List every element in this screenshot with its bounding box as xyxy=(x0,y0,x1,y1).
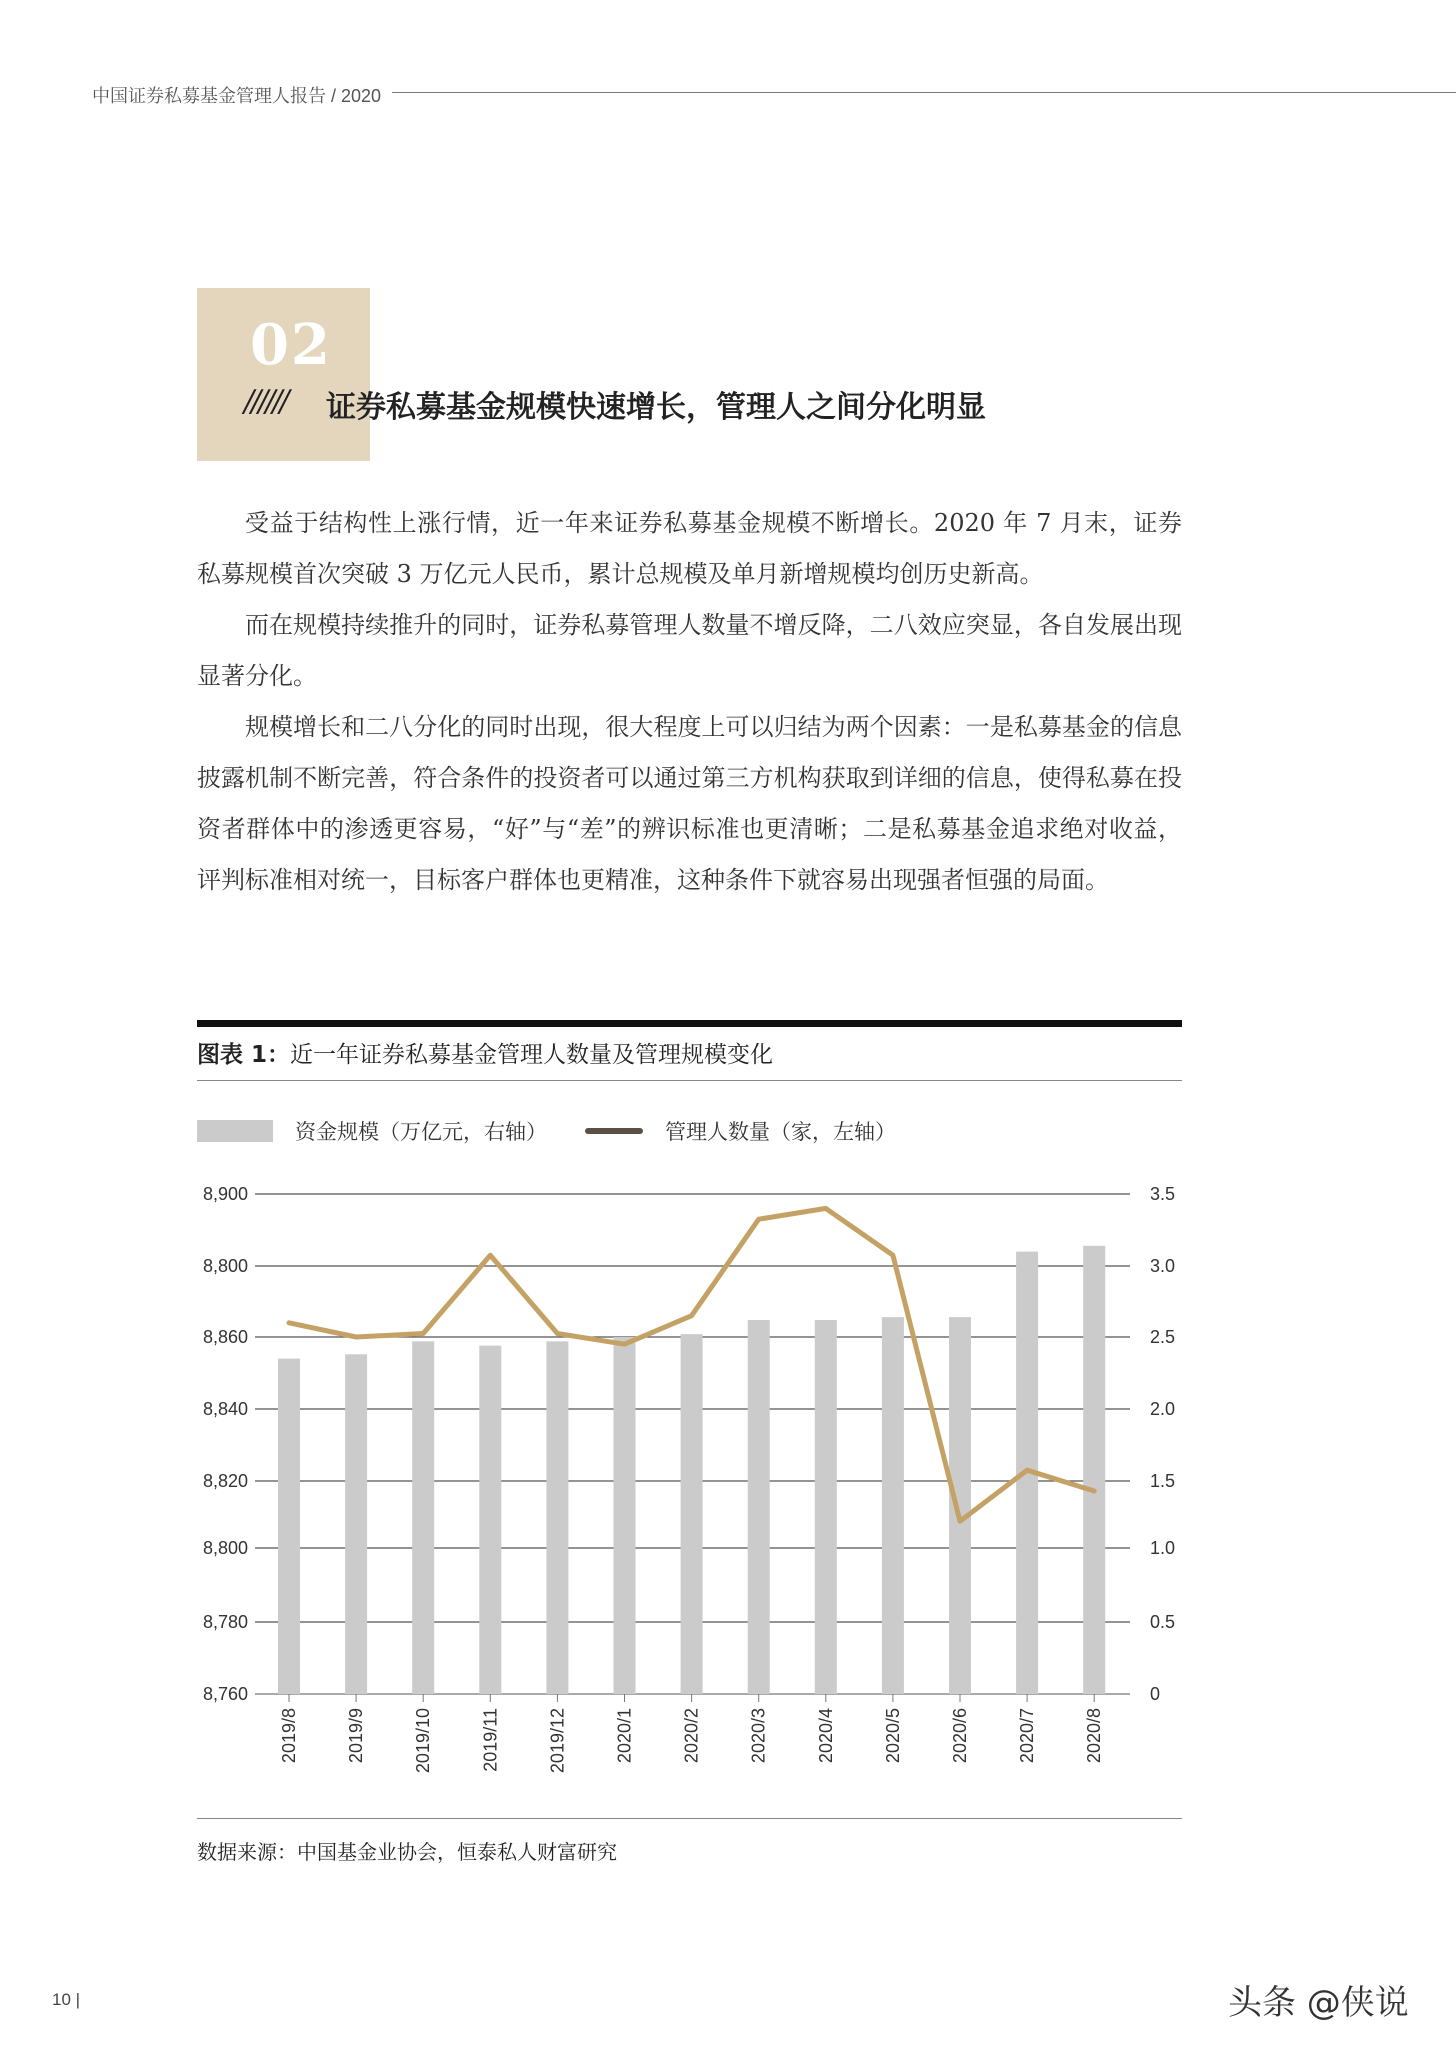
bar xyxy=(278,1359,300,1694)
figure-title-prefix: 图表 1： xyxy=(197,1042,291,1068)
right-axis-tick-label: 1.5 xyxy=(1150,1471,1176,1491)
left-axis-tick-label: 8,900 xyxy=(202,1184,248,1204)
x-axis-tick-label: 2020/2 xyxy=(681,1708,702,1764)
x-axis-tick-label: 2019/9 xyxy=(346,1708,367,1764)
left-axis-tick-label: 8,840 xyxy=(202,1399,248,1419)
x-axis-tick-label: 2020/5 xyxy=(882,1708,903,1764)
left-axis-tick-label: 8,800 xyxy=(202,1256,248,1276)
x-axis-tick-label: 2019/10 xyxy=(413,1708,434,1774)
bar xyxy=(681,1334,703,1694)
figure-bottom-rule xyxy=(197,1818,1182,1819)
left-axis-tick-label: 8,800 xyxy=(202,1538,248,1558)
x-axis-tick-label: 2019/11 xyxy=(480,1708,501,1772)
right-axis-tick-label: 3.0 xyxy=(1150,1256,1176,1276)
right-axis-tick-label: 2.0 xyxy=(1150,1399,1176,1419)
x-axis-tick-label: 2020/3 xyxy=(748,1708,769,1764)
bar xyxy=(546,1341,568,1694)
left-axis-tick-label: 8,760 xyxy=(202,1684,248,1704)
paragraph-3: 规模增长和二八分化的同时出现，很大程度上可以归结为两个因素：一是私募基金的信息披露机制不断完善，符合条件的投资者可以通过第三方机构获取到详细的信息，使得私募在投资者群体中的渗透更容易，“好”与“差”的辨识标准也更清晰；二是私募基金追求绝对收益，评判标准相对统一，目标客户群体也更精准，这种条件下就容易出现强者恒强的局面。 xyxy=(197,713,1182,894)
bar xyxy=(815,1320,837,1694)
bar xyxy=(412,1341,434,1694)
left-axis-tick-label: 8,820 xyxy=(202,1471,248,1491)
legend-line-label: 管理人数量（家，左轴） xyxy=(665,1120,896,1144)
paragraph-1: 受益于结构性上涨行情，近一年来证券私募基金规模不断增长。2020 年 7 月末，证券私募规模首次突破 3 万亿元人民币，累计总规模及单月新增规模均创历史新高。 xyxy=(197,509,1182,588)
x-axis-tick-label: 2020/4 xyxy=(815,1708,836,1764)
bar xyxy=(479,1346,501,1694)
figure-source: 数据来源：中国基金业协会，恒泰私人财富研究 xyxy=(197,1840,617,1864)
left-axis-tick-label: 8,860 xyxy=(202,1327,248,1347)
running-header: 中国证券私募基金管理人报告 / 2020 xyxy=(92,86,382,106)
page-number: 10 | xyxy=(52,1990,81,2009)
section-title: 证券私募基金规模快速增长，管理人之间分化明显 xyxy=(326,390,986,425)
x-axis-tick-label: 2019/8 xyxy=(279,1708,299,1764)
x-axis-tick-label: 2019/12 xyxy=(547,1708,568,1774)
right-axis-tick-label: 0.5 xyxy=(1150,1612,1176,1632)
right-axis-tick-label: 1.0 xyxy=(1150,1538,1176,1558)
right-axis-tick-label: 3.5 xyxy=(1150,1184,1176,1204)
bar xyxy=(614,1337,636,1694)
watermark: 头条 @侠说 xyxy=(1228,1983,1409,2023)
bar xyxy=(882,1317,904,1694)
x-axis-tick-label: 2020/8 xyxy=(1084,1708,1105,1764)
bar xyxy=(949,1317,971,1694)
bar xyxy=(748,1320,770,1694)
figure-title-text: 近一年证券私募基金管理人数量及管理规模变化 xyxy=(290,1042,774,1068)
right-axis-tick-label: 0 xyxy=(1150,1684,1161,1704)
x-axis-tick-label: 2020/7 xyxy=(1017,1708,1038,1764)
bar xyxy=(1083,1246,1105,1694)
right-axis-tick-label: 2.5 xyxy=(1150,1327,1176,1347)
x-axis-tick-label: 2020/6 xyxy=(950,1708,970,1764)
bar xyxy=(345,1354,367,1694)
x-axis-tick-label: 2020/1 xyxy=(614,1708,635,1764)
paragraph-2: 而在规模持续推升的同时，证券私募管理人数量不增反降，二八效应突显，各自发展出现显著分化。 xyxy=(197,611,1182,690)
section-number: 02 xyxy=(250,312,332,378)
left-axis-tick-label: 8,780 xyxy=(202,1612,248,1632)
legend-bar-label: 资金规模（万亿元，右轴） xyxy=(295,1120,547,1144)
section-slashes: ////// xyxy=(244,384,287,419)
